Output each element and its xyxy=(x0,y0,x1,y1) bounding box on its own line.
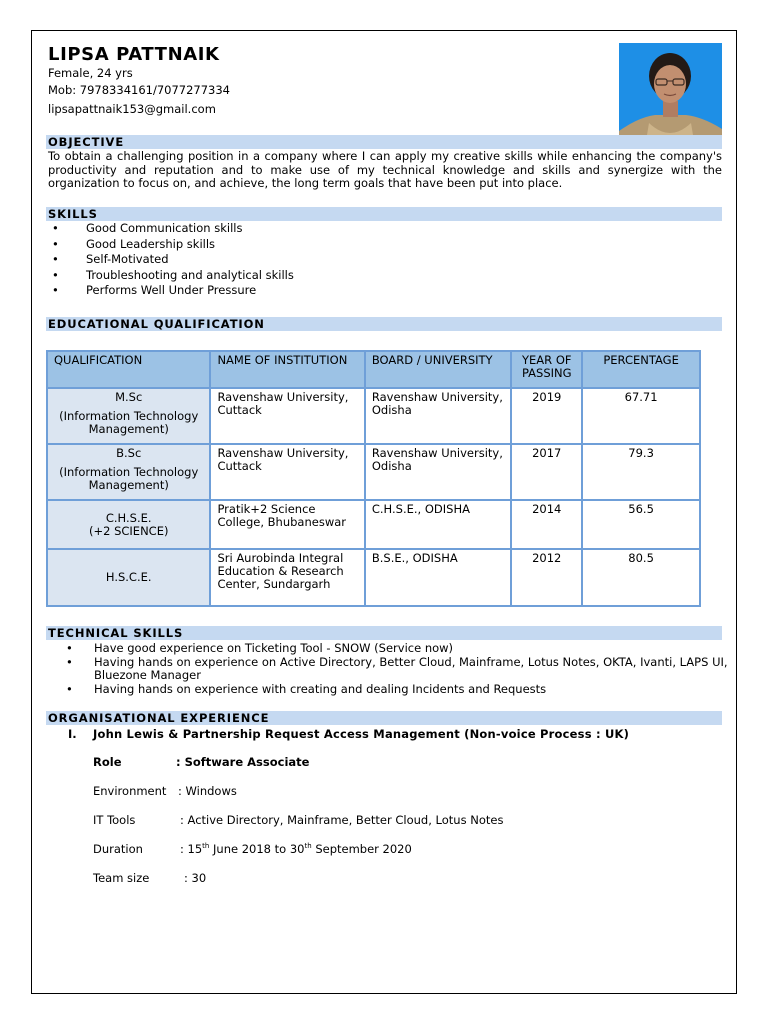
mobile-number: Mob: 7978334161/7077277334 xyxy=(48,83,230,97)
institution-cell: Pratik+2 Science College, Bhubaneswar xyxy=(210,500,364,549)
role-value: : Software Associate xyxy=(176,755,310,769)
role-label: Role xyxy=(93,755,122,769)
it-tools-label: IT Tools xyxy=(93,813,136,827)
it-tools-value: : Active Directory, Mainframe, Better Cloud, Lotus Notes xyxy=(180,813,504,827)
environment-label: Environment xyxy=(93,784,167,798)
table-row xyxy=(47,444,700,500)
column-header: YEAR OF PASSING xyxy=(511,351,582,388)
objective-heading: OBJECTIVE xyxy=(46,135,722,149)
year-cell: 2017 xyxy=(511,444,582,500)
year-cell: 2019 xyxy=(511,388,582,444)
institution-cell: Ravenshaw University, Cuttack xyxy=(210,444,364,500)
table-header-row xyxy=(47,351,700,388)
bullet-icon: • xyxy=(52,252,59,267)
objective-text: To obtain a challenging position in a company where I can apply my creative skills while enhancing the company's productivity and reputation and to make use of my technical knowledge and skills and synergize with the organization to focus on, and achieve, the long term goals that have been put into place. xyxy=(48,149,722,190)
board-cell: Ravenshaw University, Odisha xyxy=(365,444,511,500)
qualification-cell: M.Sc (Information Technology Management) xyxy=(47,388,210,444)
team-size-value: : 30 xyxy=(184,871,207,885)
table-row xyxy=(47,500,700,549)
qualification-cell: C.H.S.E. (+2 SCIENCE) xyxy=(47,500,210,549)
qualification-cell: B.Sc (Information Technology Management) xyxy=(47,444,210,500)
institution-cell: Sri Aurobinda Integral Education & Research Center, Sundargarh xyxy=(210,549,364,606)
board-cell: B.S.E., ODISHA xyxy=(365,549,511,606)
qualification-cell: H.S.C.E. xyxy=(47,549,210,606)
candidate-name: LIPSA PATTNAIK xyxy=(48,44,220,65)
bullet-icon: • xyxy=(52,221,59,235)
skills-heading: SKILLS xyxy=(46,207,722,221)
percentage-cell: 79.3 xyxy=(582,444,700,500)
list-item: • Have good experience on Ticketing Tool - SNOW (Service now) xyxy=(66,641,454,655)
environment-value: : Windows xyxy=(178,784,237,798)
experience-number: I. xyxy=(68,727,77,741)
column-header: NAME OF INSTITUTION xyxy=(210,351,364,388)
table-row xyxy=(47,388,700,444)
column-header: BOARD / UNIVERSITY xyxy=(365,351,511,388)
percentage-cell: 67.71 xyxy=(582,388,700,444)
percentage-cell: 56.5 xyxy=(582,500,700,549)
resume-page: LIPSA PATTNAIK Female, 24 yrs Mob: 7978334161/7077277334 lipsapattnaik153@gmail.com OBJECTIVE To obtain a challenging position in a company where I can apply my creative skills while enhancing the company's productivity and reputation and to make use of my technical knowledge and skills and synergize with the organization to focus on, and achieve, the long term goals that have been put into place. SKILLS • Good Communication skills • Good Leadership skills • Self-Motivated • Troubleshooting and analytical skills • Performs Well Under Pressure EDUCATIONAL QUALIFICATION QUALIFICATION NAME OF INSTITUTION BOARD / UNIVERSITY YEAR OF PASSING PERCENTAGE M.Sc (Information Technology Management) Ravenshaw University, Cuttack Ravenshaw University, Odisha 2019 67.71 B.Sc (Information Technology Management) Ravenshaw University, Cuttack Ravenshaw University, Odisha 2017 79.3 C.H.S.E. (+2 SCIENCE) Pratik+2 Science College, Bhubaneswar C.H.S.E., ODISHA 2014 56.5 H.S.C.E. Sri Aurobinda Integral Education & Research Center, Sundargarh B.S.E., ODISHA 2012 80.5 TECHNICAL SKILLS • Have good experience on Ticketing Tool - SNOW (Service now) • Having hands on experience on Active Directory, Better Cloud, Mainframe, Lotus Notes, OKTA, Ivanti, LAPS UI, Bluezone Manager • Having hands on experience with creating and dealing Incidents and Requests ORGANISATIONAL EXPERIENCE I. John Lewis & Partnership Request Access Management (Non-voice Process : UK) Role : Software Associate Environment : Windows IT Tools : Active Directory, Mainframe, Better Cloud, Lotus Notes Duration : 15th June 2018 to 30th September 2020 Team size : 30 xyxy=(31,30,737,994)
board-cell: Ravenshaw University, Odisha xyxy=(365,388,511,444)
education-table xyxy=(46,350,701,607)
board-cell: C.H.S.E., ODISHA xyxy=(365,500,511,549)
year-cell: 2012 xyxy=(511,549,582,606)
bullet-icon: • xyxy=(52,283,59,298)
duration-value: : 15th June 2018 to 30th September 2020 xyxy=(180,842,412,856)
experience-title: John Lewis & Partnership Request Access Management (Non-voice Process : UK) xyxy=(93,727,630,741)
institution-cell: Ravenshaw University, Cuttack xyxy=(210,388,364,444)
list-item: • Having hands on experience on Active Directory, Better Cloud, Mainframe, Lotus Notes, OKTA, Ivanti, LAPS UI, Bluezone Manager xyxy=(66,654,728,682)
percentage-cell: 80.5 xyxy=(582,549,700,606)
bullet-icon: • xyxy=(66,654,73,669)
technical-skills-list xyxy=(62,642,732,696)
table-row xyxy=(47,549,700,606)
bullet-icon: • xyxy=(52,236,59,251)
bullet-icon: • xyxy=(66,641,73,655)
technical-skills-heading: TECHNICAL SKILLS xyxy=(46,626,722,640)
gender-age: Female, 24 yrs xyxy=(48,66,133,80)
bullet-icon: • xyxy=(66,681,73,696)
year-cell: 2014 xyxy=(511,500,582,549)
team-size-label: Team size xyxy=(93,871,150,885)
list-item: • Having hands on experience with creating and dealing Incidents and Requests xyxy=(66,681,547,696)
column-header: QUALIFICATION xyxy=(47,351,210,388)
experience-heading: ORGANISATIONAL EXPERIENCE xyxy=(46,711,722,725)
profile-photo-image xyxy=(619,43,722,147)
duration-label: Duration xyxy=(93,842,143,856)
education-heading: EDUCATIONAL QUALIFICATION xyxy=(46,317,722,331)
column-header: PERCENTAGE xyxy=(582,351,700,388)
profile-photo xyxy=(619,43,722,147)
email-address: lipsapattnaik153@gmail.com xyxy=(48,102,216,116)
bullet-icon: • xyxy=(52,267,59,282)
